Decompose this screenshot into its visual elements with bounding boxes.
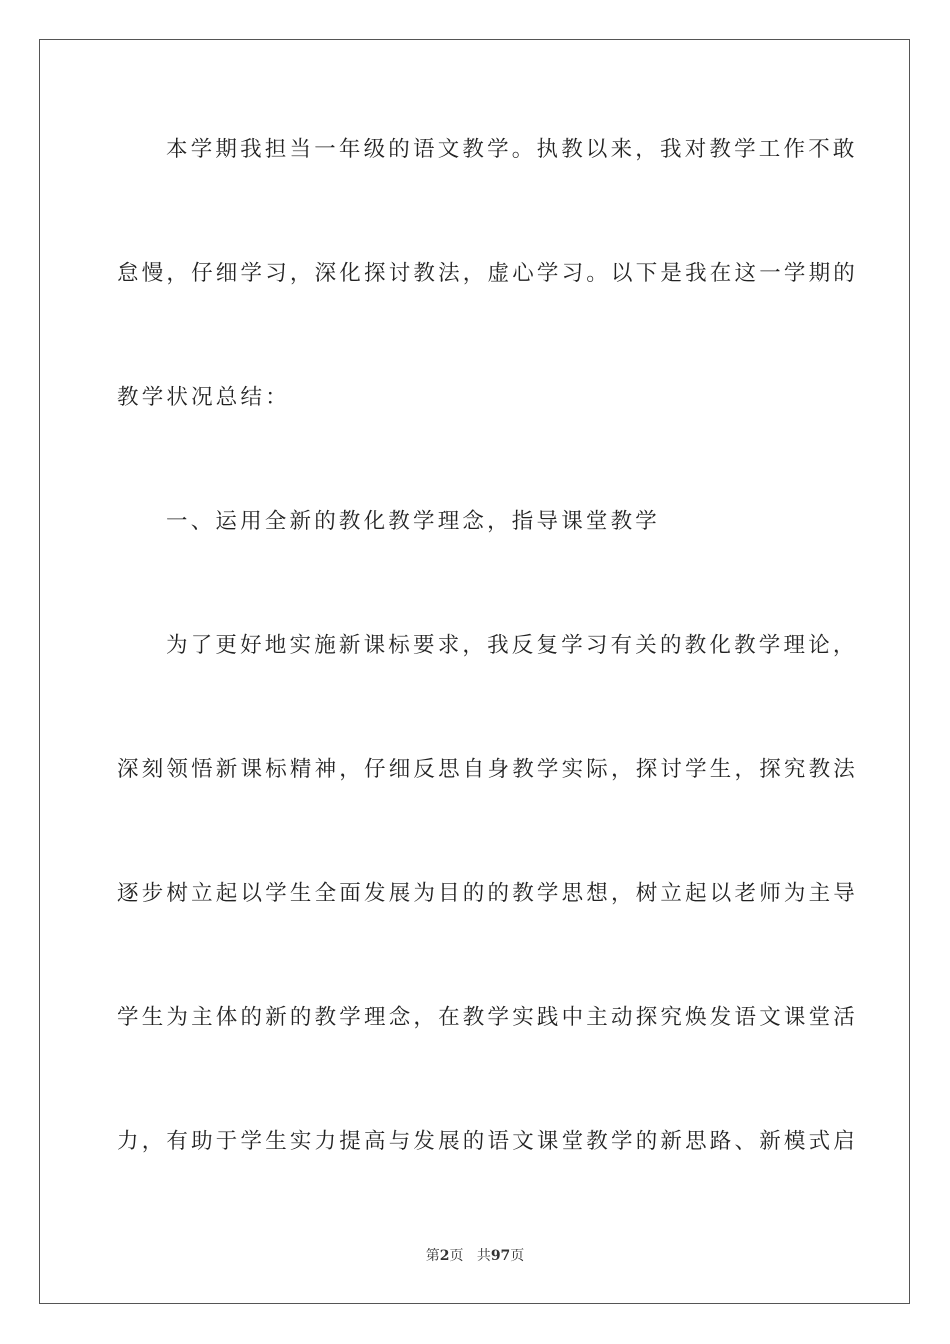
footer-total-prefix: 共 <box>476 1248 491 1264</box>
footer-total-pages: 97 <box>490 1248 511 1264</box>
page-footer <box>0 1247 950 1265</box>
paragraph-line-6: 深刻领悟新课标精神，仔细反思自身教学实际，探讨学生，探究教法 <box>117 757 859 782</box>
paragraph-line-7: 逐步树立起以学生全面发展为目的的教学思想，树立起以老师为主导 <box>117 881 859 906</box>
page-border <box>39 39 910 1304</box>
footer-page-suffix: 页 <box>449 1248 464 1264</box>
paragraph-line-3: 教学状况总结： <box>117 385 290 410</box>
section-heading: 一、运用全新的教化教学理念，指导课堂教学 <box>166 509 661 534</box>
paragraph-line-5: 为了更好地实施新课标要求，我反复学习有关的教化教学理论， <box>166 633 858 658</box>
footer-page-number: 2 <box>439 1248 450 1264</box>
footer-page-prefix: 第 <box>425 1248 440 1264</box>
footer-total-suffix: 页 <box>510 1248 525 1264</box>
paragraph-line-1: 本学期我担当一年级的语文教学。执教以来，我对教学工作不敢 <box>166 137 858 162</box>
paragraph-line-2: 怠慢，仔细学习，深化探讨教法，虚心学习。以下是我在这一学期的 <box>117 261 859 286</box>
paragraph-line-8: 学生为主体的新的教学理念，在教学实践中主动探究焕发语文课堂活 <box>117 1005 859 1030</box>
paragraph-line-9: 力，有助于学生实力提高与发展的语文课堂教学的新思路、新模式启 <box>117 1129 859 1154</box>
